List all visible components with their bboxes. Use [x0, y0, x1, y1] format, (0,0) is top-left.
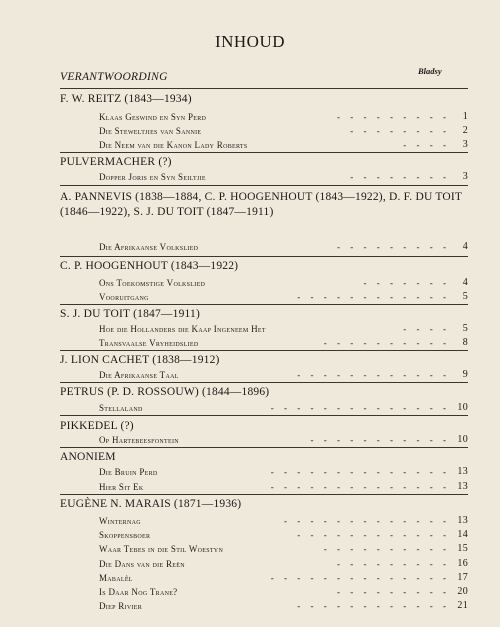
toc-entry[interactable] — [99, 290, 468, 304]
leader-dashes: - - - - - - - - — [350, 172, 446, 182]
page-number: 13 — [457, 466, 468, 477]
leader-dashes: - - - - - - - - - - - - — [297, 292, 446, 302]
leader-dashes: - - - - - - - — [363, 278, 446, 288]
leader-dashes: - - - - - - - - - - - - - - — [270, 467, 446, 477]
section-divider — [60, 415, 468, 416]
toc-entry[interactable] — [99, 571, 468, 585]
page-number: 20 — [457, 586, 468, 597]
entry-title: Die Afrikaanse Volkslied — [99, 242, 199, 252]
page-number: 5 — [462, 323, 468, 334]
section-divider — [60, 494, 468, 495]
page-number: 14 — [457, 529, 468, 540]
author-heading: F. W. REITZ (1843—1934) — [60, 93, 192, 105]
author-heading: ANONIEM — [60, 451, 116, 463]
author-heading: PULVERMACHER (?) — [60, 156, 172, 168]
section-divider — [60, 350, 468, 351]
page-number: 4 — [462, 241, 468, 252]
toc-entry[interactable] — [99, 480, 468, 494]
toc-entry[interactable] — [99, 514, 468, 528]
toc-entry[interactable] — [99, 401, 468, 415]
author-heading: C. P. HOOGENHOUT (1843—1922) — [60, 260, 239, 272]
author-heading: A. PANNEVIS (1838—1884, C. P. HOOGENHOUT (1843—1922), D. F. DU TOIT (1846—1922), S. J. DU TOIT (1847—1911) — [60, 191, 462, 218]
leader-dashes: - - - - - - - - - - - - — [297, 370, 446, 380]
author-heading: S. J. DU TOIT (1847—1911) — [60, 308, 201, 320]
entry-title: Op Hartebeesfontein — [99, 435, 179, 445]
toc-entry[interactable] — [99, 240, 468, 254]
toc-entry[interactable] — [99, 138, 468, 152]
toc-entry[interactable] — [99, 542, 468, 556]
toc-entry[interactable] — [99, 276, 468, 290]
leader-dashes: - - - - - - - - - - - - - - — [270, 482, 446, 492]
leader-dashes: - - - - - - - - — [350, 126, 446, 136]
toc-entry[interactable] — [99, 124, 468, 138]
toc-entry[interactable] — [99, 368, 468, 382]
toc-entry[interactable] — [99, 336, 468, 350]
page-number: 16 — [457, 558, 468, 569]
leader-dashes: - - - - - - - - - — [337, 587, 446, 597]
entry-title: Klaas Geswind en Syn Perd — [99, 112, 207, 122]
entry-title: Winternag — [99, 516, 141, 526]
leader-dashes: - - - - - - - - - - — [323, 338, 446, 348]
toc-entry[interactable] — [99, 465, 468, 479]
page-number: 8 — [462, 337, 468, 348]
page-number: 5 — [462, 291, 468, 302]
section-divider — [60, 304, 468, 305]
leader-dashes: - - - - - - - - - - - - — [297, 530, 446, 540]
entry-title: Vooruitgang — [99, 292, 149, 302]
entry-title: Die Bruin Perd — [99, 467, 158, 477]
toc-entry[interactable] — [99, 110, 468, 124]
toc-entry[interactable] — [99, 433, 468, 447]
entry-title: Stellaland — [99, 403, 143, 413]
leader-dashes: - - - - - - - - - - — [323, 544, 446, 554]
page-number: 17 — [457, 572, 468, 583]
toc-entry[interactable] — [99, 585, 468, 599]
entry-title: Hier Sit Ek — [99, 482, 144, 492]
toc-entry[interactable] — [99, 170, 468, 184]
page-number: 1 — [462, 111, 468, 122]
entry-title: Skoppensboer — [99, 530, 151, 540]
entry-title: Transvaalse Vryheidslied — [99, 338, 199, 348]
toc-entry[interactable] — [99, 599, 468, 613]
page-number: 4 — [462, 277, 468, 288]
entry-title: Die Afrikaanse Taal — [99, 370, 179, 380]
toc-entry[interactable] — [99, 322, 468, 336]
leader-dashes: - - - - - - - - - - - — [310, 435, 446, 445]
leader-dashes: - - - - - - - - - — [337, 112, 446, 122]
toc-entry[interactable] — [99, 528, 468, 542]
page-number: 3 — [462, 139, 468, 150]
page-number: 13 — [457, 481, 468, 492]
leader-dashes: - - - - - - - - - - - - - — [284, 516, 446, 526]
verantwoording-heading: VERANTWOORDING — [60, 71, 168, 83]
entry-title: Die Steweltjies van Sannie — [99, 126, 202, 136]
section-divider — [60, 152, 468, 153]
section-divider — [60, 382, 468, 383]
page-number: 3 — [462, 171, 468, 182]
page-number: 10 — [457, 402, 468, 413]
leader-dashes: - - - - - - - - - - - - - - — [270, 403, 446, 413]
leader-dashes: - - - - - - - - - - - - - - — [270, 573, 446, 583]
entry-title: Diep Rivier — [99, 601, 143, 611]
page-number: 21 — [457, 600, 468, 611]
entry-title: Die Dans van die Reën — [99, 559, 185, 569]
page-number: 13 — [457, 515, 468, 526]
leader-dashes: - - - - - - - - - - - - — [297, 601, 446, 611]
leader-dashes: - - - - — [403, 324, 446, 334]
page-title: INHOUD — [214, 32, 286, 51]
author-heading: PETRUS (P. D. ROSSOUW) (1844—1896) — [60, 386, 270, 398]
entry-title: Waar Tebes in die Stil Woestyn — [99, 544, 224, 554]
author-heading: PIKKEDEL (?) — [60, 420, 134, 432]
entry-title: Ons Toekomstige Volkslied — [99, 278, 206, 288]
page-number: 10 — [457, 434, 468, 445]
section-divider — [60, 256, 468, 257]
entry-title: Hoe die Hollanders die Kaap Ingeneem Het — [99, 324, 266, 334]
author-heading: J. LION CACHET (1838—1912) — [60, 354, 220, 366]
section-divider — [60, 185, 468, 186]
section-divider — [60, 88, 468, 89]
toc-entry[interactable] — [99, 557, 468, 571]
author-heading: EUGÈNE N. MARAIS (1871—1936) — [60, 498, 242, 510]
section-divider — [60, 447, 468, 448]
entry-title: Mabalêl — [99, 573, 133, 583]
leader-dashes: - - - - — [403, 140, 446, 150]
entry-title: Is Daar Nog Trane? — [99, 587, 178, 597]
page-column-heading: Bladsy — [418, 66, 442, 76]
entry-title: Die Neem van die Kanon Lady Roberts — [99, 140, 248, 150]
page-number: 2 — [462, 125, 468, 136]
page-number: 9 — [462, 369, 468, 380]
page-number: 15 — [457, 543, 468, 554]
leader-dashes: - - - - - - - - - — [337, 242, 446, 252]
entry-title: Dopper Joris en Syn Seiltjie — [99, 172, 206, 182]
leader-dashes: - - - - - - - - - — [337, 559, 446, 569]
